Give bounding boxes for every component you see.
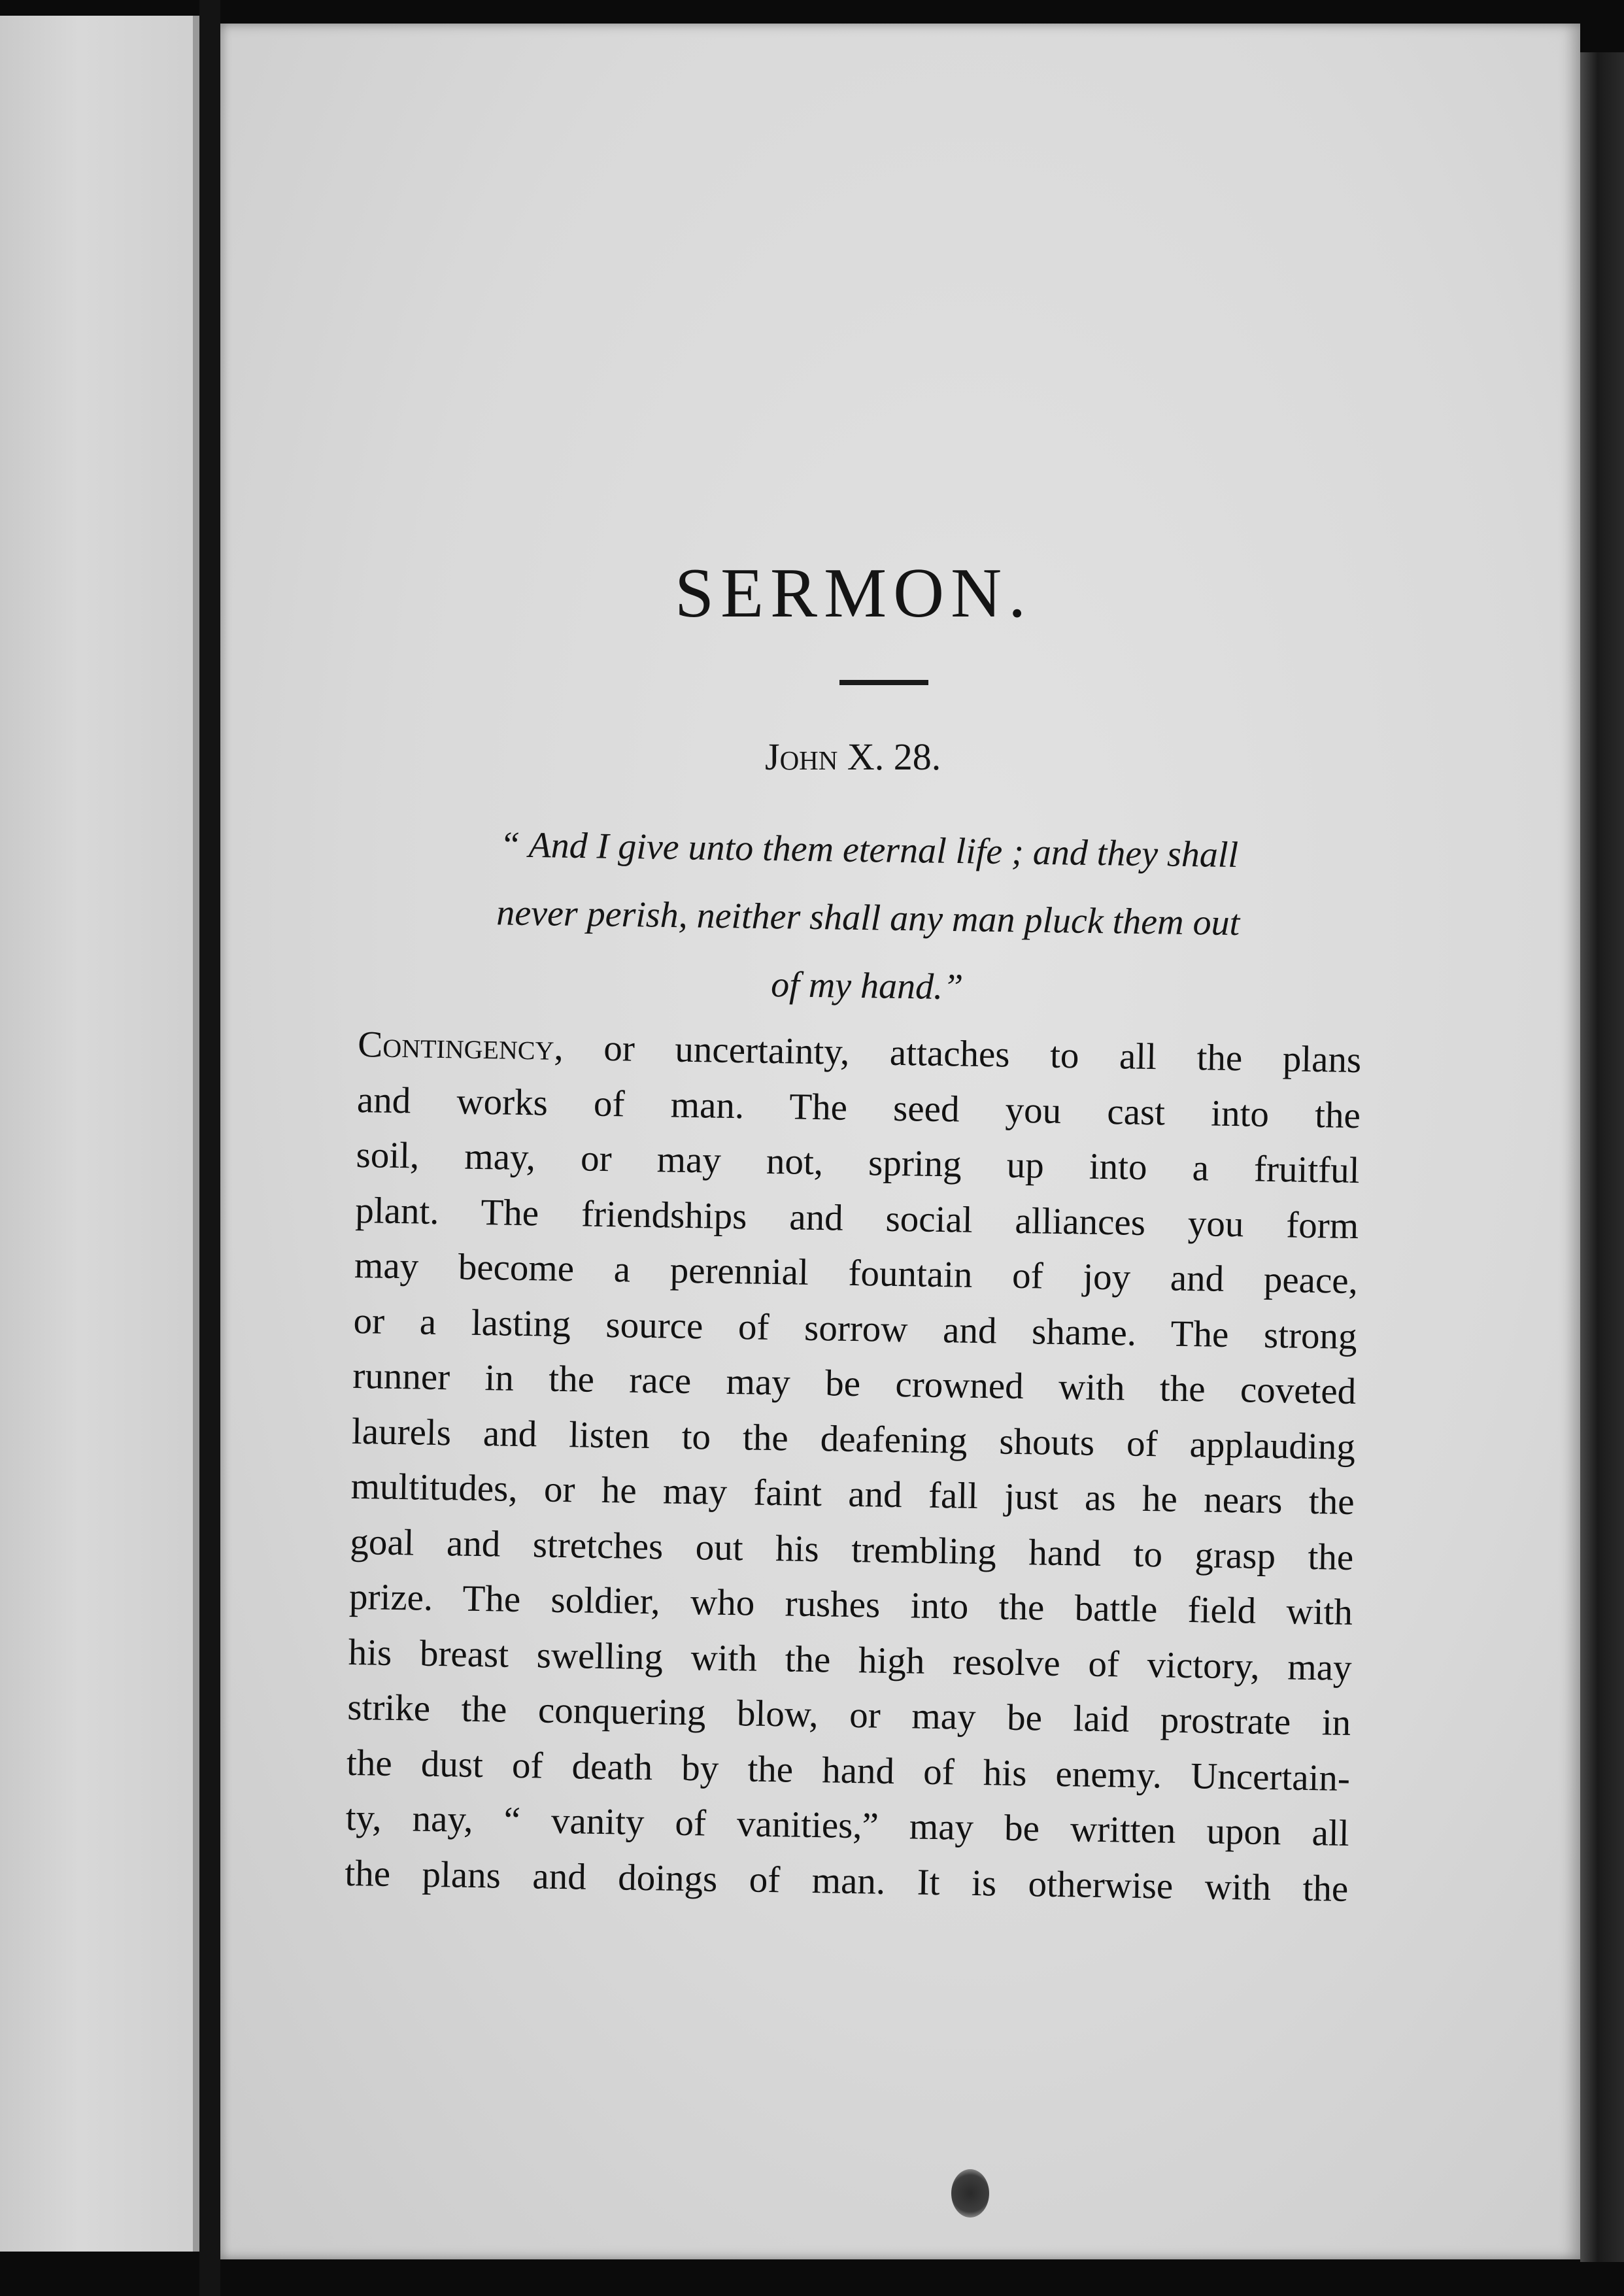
page-stack-edge <box>1580 52 1624 2262</box>
previous-page-border <box>193 16 199 2252</box>
body-line: goal and stretches out his trembling hand to grasp the <box>349 1521 1354 1578</box>
verse-line: never perish, neither shall any man pluck them out <box>496 892 1240 944</box>
verse-line: of my hand.” <box>770 964 964 1008</box>
body-line: runner in the race may be crowned with the coveted <box>352 1355 1357 1413</box>
page-title: SERMON. <box>675 554 1033 632</box>
book-gutter <box>199 0 220 2296</box>
scripture-verse <box>390 809 1347 1026</box>
body-line: multitudes, or he may faint and fall just as he nears the <box>350 1465 1355 1523</box>
body-line: plant. The friendships and social alliances you form <box>354 1189 1359 1247</box>
title-rule <box>839 680 928 685</box>
sermon-body <box>345 1017 1362 1917</box>
body-line: ty, nay, “ vanity of vanities,” may be written upon all <box>345 1797 1350 1854</box>
body-line: may become a perennial fountain of joy and peace, <box>354 1244 1359 1302</box>
body-line: the dust of death by the hand of his enemy. Uncertain- <box>346 1742 1351 1799</box>
body-line-text: or uncertainty, attaches to all the plans <box>563 1026 1362 1081</box>
verse-line: “ And I give unto them eternal life ; and they shall <box>499 824 1239 876</box>
body-line: and works of man. The seed you cast into the <box>356 1079 1361 1136</box>
body-line: his breast swelling with the high resolve of victory, may <box>348 1631 1353 1689</box>
scripture-reference: John X. 28. <box>765 735 941 778</box>
body-line: laurels and listen to the deafening shouts of applauding <box>351 1410 1356 1468</box>
body-line: strike the conquering blow, or may be laid prostrate in <box>347 1686 1351 1744</box>
ink-stain <box>951 2169 989 2218</box>
body-line: prize. The soldier, who rushes into the battle field with <box>348 1576 1353 1633</box>
body-line: soil, may, or may not, spring up into a fruitful <box>356 1134 1360 1192</box>
body-lead-word: Contingency, <box>357 1023 564 1068</box>
previous-page-edge <box>0 16 199 2252</box>
body-line: or a lasting source of sorrow and shame. The strong <box>353 1300 1358 1357</box>
body-line: the plans and doings of man. It is otherwise with the <box>344 1852 1349 1910</box>
